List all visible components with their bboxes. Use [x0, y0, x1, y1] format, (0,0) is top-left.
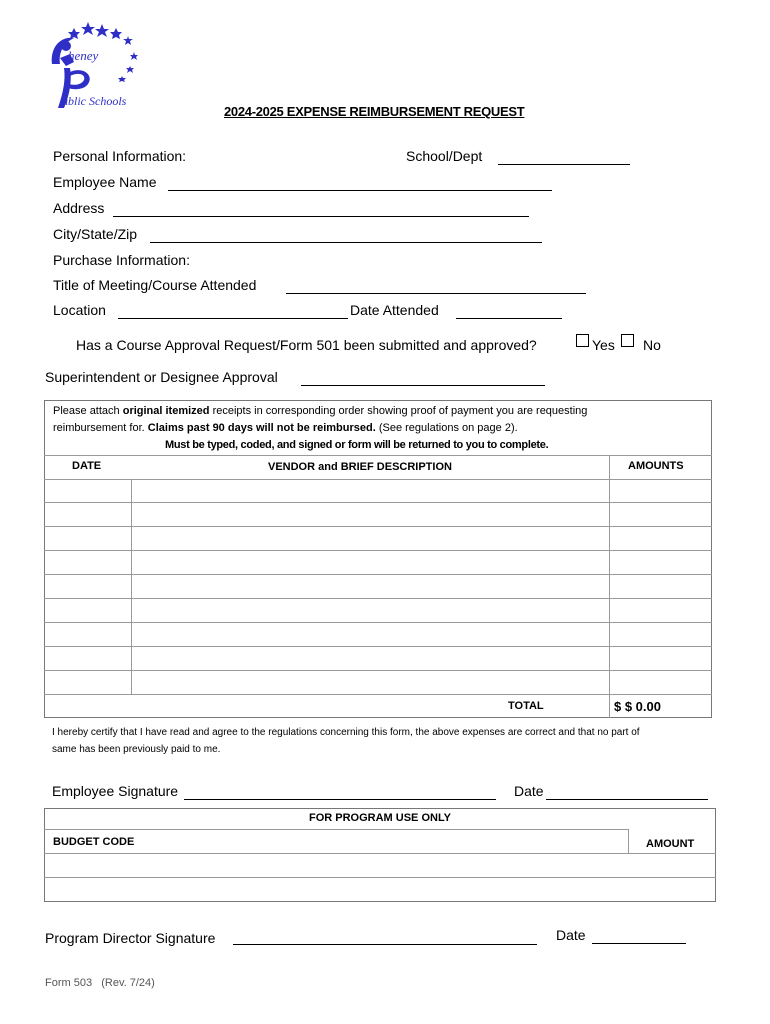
instructions-text-3: receipts in corresponding order showing proof of payment you are requesting: [209, 405, 588, 417]
date-attended-field[interactable]: [456, 302, 562, 319]
meeting-title-label: Title of Meeting/Course Attended: [53, 277, 257, 293]
no-label: No: [643, 337, 661, 353]
signature-date-field[interactable]: [546, 783, 708, 800]
school-dept-field[interactable]: [498, 148, 630, 165]
total-value[interactable]: $ $ 0.00: [614, 699, 661, 714]
address-field[interactable]: [113, 200, 529, 217]
personal-info-heading: Personal Information:: [53, 148, 187, 164]
total-label: TOTAL: [508, 700, 544, 712]
form-number: Form 503 (Rev. 7/24): [45, 977, 155, 989]
director-signature-label: Program Director Signature: [45, 930, 216, 946]
superintendent-approval-label: Superintendent or Designee Approval: [45, 369, 278, 385]
table-row[interactable]: [45, 623, 710, 646]
col-date-header: DATE: [72, 460, 102, 472]
program-row[interactable]: [45, 878, 715, 901]
location-label: Location: [53, 302, 106, 318]
table-row[interactable]: [45, 527, 710, 550]
employee-signature-field[interactable]: [184, 783, 496, 800]
director-date-label: Date: [556, 927, 586, 943]
table-header-top: [44, 455, 712, 456]
table-row[interactable]: [45, 503, 710, 526]
superintendent-approval-field[interactable]: [301, 369, 545, 386]
instructions-text-claims: Claims past 90 days will not be reimbursed.: [147, 422, 376, 434]
instructions-text-4: reimbursement for.: [53, 422, 148, 434]
city-state-zip-field[interactable]: [150, 226, 542, 243]
form-title: 2024-2025 EXPENSE REIMBURSEMENT REQUEST: [224, 104, 525, 119]
logo-text-cheney: heney: [68, 48, 99, 63]
table-row[interactable]: [45, 551, 710, 574]
instructions-line3: Must be typed, coded, and signed or form will be returned to you to complete.: [165, 439, 549, 451]
table-row[interactable]: [45, 671, 710, 694]
amount-header: AMOUNT: [646, 838, 695, 850]
employee-name-label: Employee Name: [53, 174, 157, 190]
meeting-title-field[interactable]: [286, 277, 586, 294]
instructions-text-6: (See regulations on page 2).: [375, 422, 518, 434]
table-row[interactable]: [45, 575, 710, 598]
instructions-text-1: Please attach: [53, 405, 123, 417]
program-use-heading: FOR PROGRAM USE ONLY: [309, 812, 451, 824]
budget-code-header: BUDGET CODE: [53, 836, 135, 848]
date-attended-label: Date Attended: [350, 302, 439, 318]
school-logo: [44, 18, 144, 114]
yes-label: Yes: [592, 337, 615, 353]
row-line: [44, 694, 712, 695]
signature-date-label: Date: [514, 783, 544, 799]
table-row[interactable]: [45, 599, 710, 622]
director-signature-field[interactable]: [233, 928, 537, 945]
certify-line1: I hereby certify that I have read and agree to the regulations concerning this form, the above expenses are correct and that no part of: [52, 727, 640, 738]
instructions-text-itemized: original itemized: [122, 405, 210, 417]
city-state-zip-label: City/State/Zip: [53, 226, 138, 242]
purchase-info-heading: Purchase Information:: [53, 252, 190, 268]
program-row[interactable]: [45, 854, 715, 877]
program-header-line: [44, 829, 628, 830]
instructions-line1: [53, 405, 587, 417]
no-checkbox[interactable]: [621, 334, 634, 347]
col-vendor-header: VENDOR and BRIEF DESCRIPTION: [268, 461, 452, 473]
program-col-divider: [628, 829, 629, 853]
instructions-line2: [53, 422, 518, 434]
location-field[interactable]: [118, 302, 348, 319]
logo-text-public-schools: ublic Schools: [62, 94, 127, 108]
col-amounts-header: AMOUNTS: [628, 460, 684, 472]
director-date-field[interactable]: [592, 927, 686, 944]
approval-question: Has a Course Approval Request/Form 501 been submitted and approved?: [76, 337, 537, 353]
certify-line2: same has been previously paid to me.: [52, 744, 221, 755]
address-label: Address: [53, 200, 105, 216]
table-row[interactable]: [45, 480, 710, 502]
yes-checkbox[interactable]: [576, 334, 589, 347]
school-dept-label: School/Dept: [406, 148, 483, 164]
table-row[interactable]: [45, 647, 710, 670]
employee-name-field[interactable]: [168, 174, 552, 191]
employee-signature-label: Employee Signature: [52, 783, 179, 799]
